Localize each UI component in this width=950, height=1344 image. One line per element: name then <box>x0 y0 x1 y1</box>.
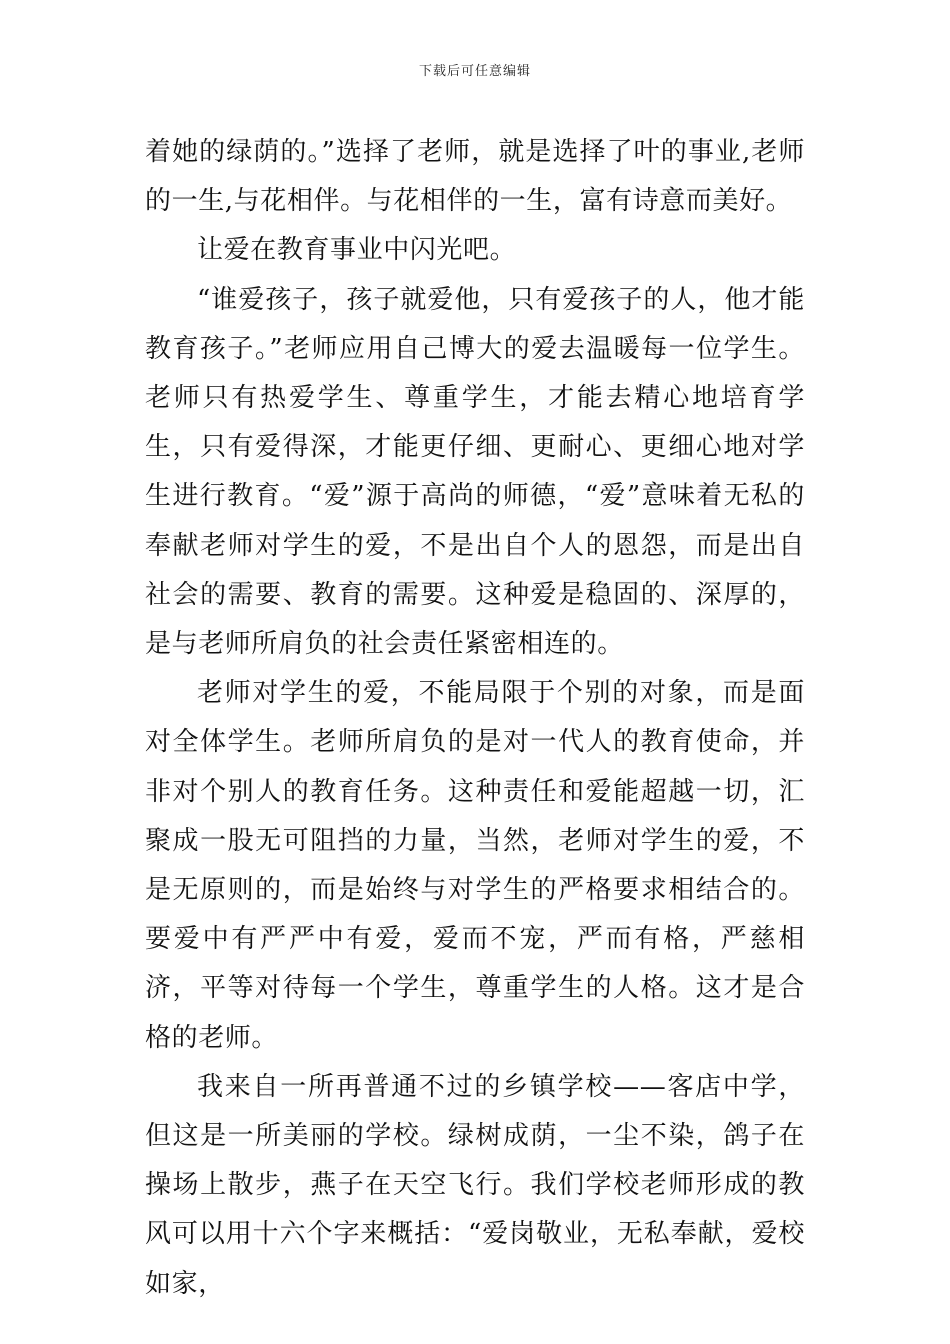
document-body <box>145 128 805 1309</box>
paragraph-2: 让爱在教育事业中闪光吧。 <box>197 235 517 266</box>
paragraph-5: 我来自一所再普通不过的乡镇学校——客店中学，但这是一所美丽的学校。绿树成荫，一尘不染，鸽子在操场上散步，燕子在天空飞行。我们学校老师形成的教风可以用十六个字来概括：“爱岗敬业，无私奉献，爱校如家， <box>145 1071 805 1299</box>
paragraph-1: 着她的绿荫的。”选择了老师，就是选择了叶的事业,老师的一生,与花相伴。与花相伴的一生，富有诗意而美好。 <box>145 137 805 217</box>
paragraph-3: “谁爱孩子，孩子就爱他，只有爱孩子的人，他才能教育孩子。”老师应用自己博大的爱去温暖每一位学生。老师只有热爱学生、尊重学生，才能去精心地培育学生，只有爱得深，才能更仔细、更耐心、更细心地对学生进行教育。“爱”源于高尚的师德，“爱”意味着无私的奉献老师对学生的爱，不是出自个人的恩怨，而是出自社会的需要、教育的需要。这种爱是稳固的、深厚的，是与老师所肩负的社会责任紧密相连的。 <box>145 284 805 660</box>
download-edit-note: 下载后可任意编辑 <box>418 64 531 79</box>
paragraph-4: 老师对学生的爱，不能局限于个别的对象，而是面对全体学生。老师所肩负的是对一代人的教育使命，并非对个别人的教育任务。这种责任和爱能超越一切，汇聚成一股无可阻挡的力量，当然，老师对学生的爱，不是无原则的，而是始终与对学生的严格要求相结合的。要爱中有严严中有爱，爱而不宠，严而有格，严慈相济，平等对待每一个学生，尊重学生的人格。这才是合格的老师。 <box>145 678 805 1053</box>
